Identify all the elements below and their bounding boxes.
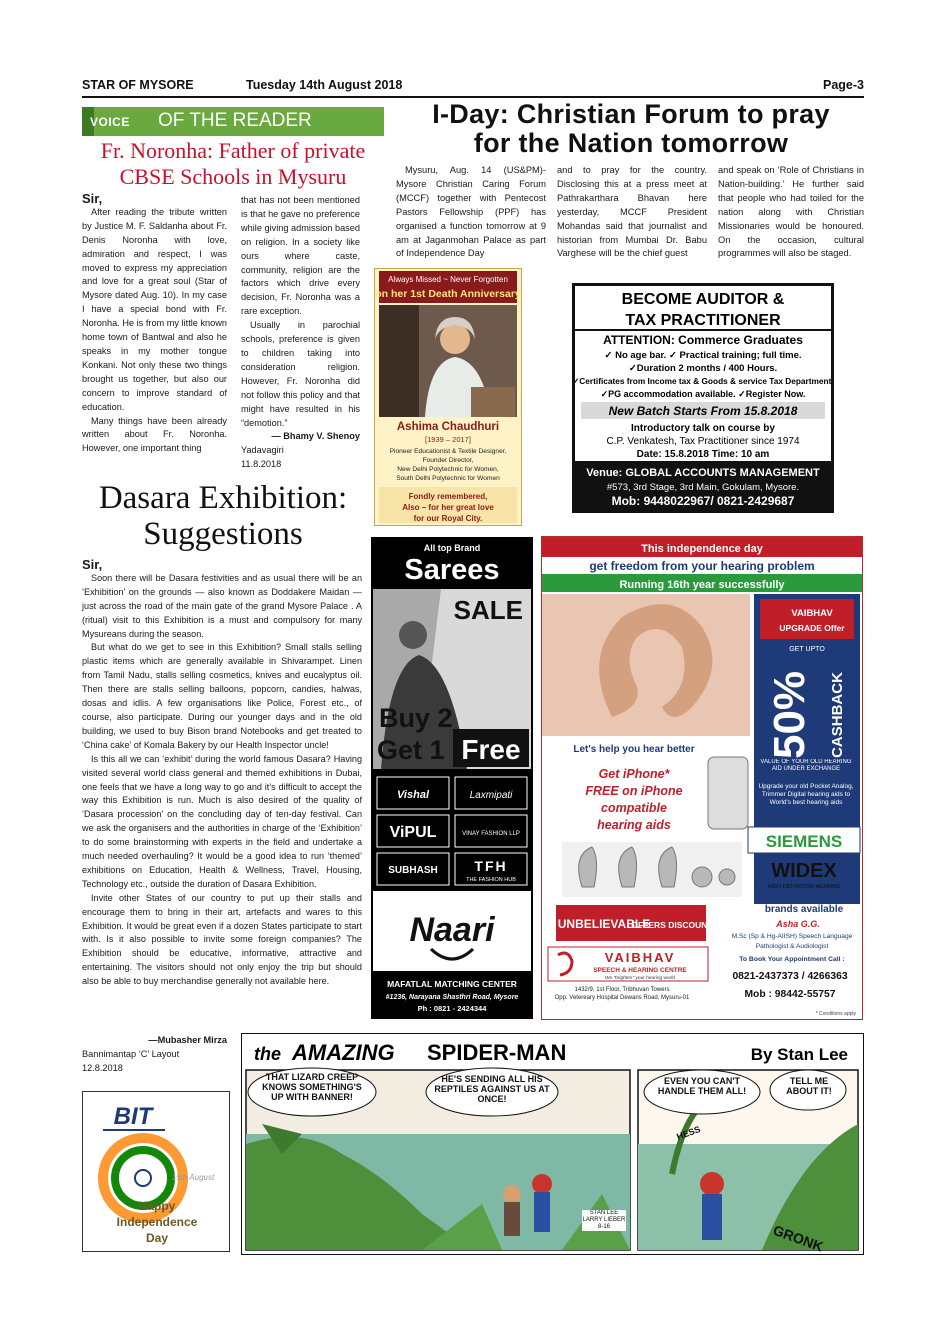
memorial-foot: Also – for her great love [402,503,494,512]
letter2-paragraph: But what do we get to see in this Exhibition? Small stalls selling plastic items which are generally available in Shivarampet. Linen from Tamil Nadu, stalls selling cosmetics, knives and eucalyptus oil. Then there are stalls selling balloons, popcorn, candies, halwas, dosas and idlis. A few organisations like Police, Forest etc., of course, also participate. During our younger days and in the old building, we used to buy Bison brand Notebooks and get treated to ‘China cake’ of Komala Bakery by our Health Inspector uncle! [82,642,362,750]
hearing-address: 1432/9, 1st Floor, Tribhuvan Towers [574,987,670,993]
letter2-date: 12.8.2018 [82,1062,123,1073]
sarees-get: Get 1 [377,735,445,765]
hearing-offers: OFFERS DISCOUNT [631,920,713,930]
model-face [399,621,427,649]
spiderman-figure [532,1174,552,1194]
auditor-bullet: ✓Duration 2 months / 400 Hours. [628,363,778,374]
letter2-place: Bannimantap ‘C’ Layout [82,1048,180,1059]
paper-name: STAR OF MYSORE [82,78,194,92]
bit-independence: Independence [116,1215,198,1229]
letter1-paragraph: After reading the tribute written by Justice M. F. Saldanha about Fr. Denis Noronha with love, admiration and respect, I was moved to express my appreciation and love for a great soul (Star of Mysore dated Aug. 10). In my case I have a special bond with Fr. Noronha. He is from my little known home town of Bantwal and also he speaks in my mother tongue Konkani. Not only these two things brought us together, but also our concern to improve standard of education. [82,206,228,412]
auditor-batch: New Batch Starts From 15.8.2018 [608,404,798,418]
auditor-bullet: ✓ No age bar. ✓ Practical training; full time. [604,350,802,361]
memorial-desc: Pioneer Educationist & Textile Designer, [389,448,507,455]
hearing-iphone4: hearing aids [597,818,671,832]
memorial-desc: South Delhi Polytechnic for Women [396,475,500,482]
sarees-ad-art [371,537,533,1019]
sarees-sale: SALE [453,595,523,625]
bit-independence-ad [82,1091,230,1252]
letter2-headline [82,480,364,552]
hearing-iphone1: Get iPhone* [598,767,670,781]
comic-balloon3-text: EVEN YOU CAN'T HANDLE THEM ALL! [657,1076,747,1096]
hearing-all-major: All major [782,892,826,903]
sarees-buy: Buy 2 [379,703,453,733]
iday-headline-line2: for the Nation tomorrow [473,128,789,158]
auditor-attention: ATTENTION: Commerce Graduates [603,333,803,347]
hearing-iphone3: compatible [601,801,667,815]
masthead [82,78,864,96]
letter2-salutation: Sir, [82,557,103,572]
letter2-headline-line2: Suggestions [143,516,303,552]
memorial-desc: Founder Director, [422,457,474,464]
letter1-column2 [241,194,360,472]
spiderman-figure-2 [700,1172,724,1196]
bit-logo: BIT [113,1103,153,1130]
memorial-ad-art [375,269,521,525]
sarees-top: All top Brand [423,543,481,553]
hearing-centre: SPEECH & HEARING CENTRE [593,967,687,974]
auditor-line1: BECOME AUDITOR & [621,291,785,308]
hearing-doctor: Asha G.G. [776,919,820,929]
auditor-mobile: Mob: 9448022967/ 0821-2429687 [611,494,795,508]
sarees-free: Free [461,734,521,765]
hearing-sub: get freedom from your hearing problem [589,559,815,573]
hearing-upgrade-text: Upgrade your old Pocket Analog, Trimmer Digital hearing aids to World's best hearing aids [758,783,854,806]
brand-vipul: ViPUL [389,824,437,841]
bit-ad-art [83,1092,228,1250]
memorial-ad [374,268,522,526]
auditor-ad-art [575,286,831,510]
portrait-face [440,324,470,354]
auditor-ad [572,283,834,513]
bit-fifteen: 15th August [171,1173,215,1182]
comic-strip [241,1033,864,1255]
sarees-title: Sarees [404,554,500,586]
sarees-phone: Ph : 0821 - 2424344 [417,1004,487,1013]
letter1-place: Yadavagiri [241,445,284,456]
letter2-signature: —Mubasher Mirza [148,1035,227,1045]
letter1-headline-line1: Fr. Noronha: Father of private [100,138,366,163]
auditor-date: Date: 15.8.2018 Time: 10 am [636,449,770,460]
auditor-address: #573, 3rd Stage, 3rd Main, Gokulam, Mysore. [606,482,800,493]
memorial-foot: Fondly remembered, [408,492,488,501]
auditor-line2: TAX PRACTITIONER [625,312,781,329]
hearing-running: Running 16th year successfully [619,579,785,591]
hearing-unbelievable: UNBELIEVABLE [557,917,651,931]
iday-column3 [718,164,864,261]
memorial-desc: New Delhi Polytechnic for Women, [397,466,499,473]
hearing-vaibhav-logo: VAIBHAV [604,950,676,965]
auditor-intro: Introductory talk on course by [631,423,775,434]
comic-title-the: the [254,1044,281,1064]
hearing-cashback: CASHBACK [829,672,846,758]
hearing-value: VALUE OF YOUR OLD HEARING AID UNDER EXCHANGE [760,759,852,772]
iday-paragraph: and to pray for the country. Disclosing this at a press meet at Pathrakarthara Bhavan here yesterday, MCCF President Mohandas said that journalist and historian from Mumbai Dr. Babu Varghese will be the chief guest [557,165,707,259]
memorial-foot: for our Royal City. [413,514,483,523]
letter1-headline-line2: CBSE Schools in Mysuru [119,164,347,189]
comic-balloon4-text: TELL ME ABOUT IT! [786,1076,832,1096]
comic-title-amazing: AMAZING [292,1040,395,1065]
letter2-body [82,558,362,989]
hearing-tagline: We "brighten" your hearing world [605,976,675,981]
letter1-paragraph: that has not been mentioned is that he gave no preference while giving admission based on religion. In a society like ours where caste, community, religion are the factors which drive every decision, Fr. Noronha was a rare exception. [241,195,361,317]
iday-column2 [557,164,707,261]
letter2-headline-line1: Dasara Exhibition: [98,480,348,516]
hearing-widex-sub: HIGH DEFINITION HEARING [767,884,841,890]
page-number: Page-3 [823,78,864,92]
letter1-signature: — Bhamy V. Shenoy [271,431,360,442]
voice-tag: VOICE [90,115,130,129]
hearing-brands: brands available [764,904,844,915]
iphone-icon [708,757,748,829]
hearing-address2: Opp. Vetereary Hospital Dewans Road, Mysuru-01 [554,995,690,1001]
brand-tfh-sub: THE FASHION HUB [466,877,516,883]
hearing-mob: Mob : 98442-55757 [744,989,836,1000]
memorial-anniversary: on her 1st Death Anniversary [375,288,521,300]
letter1-paragraph: Many things have been already written about Fr. Noronha. However, one important thing [82,415,227,454]
hearing-vaibhav-badge: VAIBHAV [791,608,833,619]
hearing-ad [541,536,863,1020]
brand-vinay: VINAY FASHION LLP [462,831,520,837]
letter2-paragraph: Is this all we can ‘exhibit’ during the world famous Dasara? Having visited several world class general and themed exhibitions in Dubai, one feels that we have a long way to go and it’s difficult to accept the way this Exhibition is run. Much is also desired of the quality of ‘Dasara procession’ on the concluding day of ten-day festival. Can we ask the organisers and the authorities in charge of the ‘Exhibition’ to do some brainstorming with experts in the field and undertake a much needed overhauling? It would be a good idea to run ‘themed’ exhibitions on Education, Health & Wellness, Travel, Housing, Technology etc., outside the duration of Dasara Exhibition. [82,753,362,889]
auditor-by: C.P. Venkatesh, Tax Practitioner since 1974 [606,436,800,447]
letter2-paragraph: Soon there will be Dasara festivities and as usual there will be an ‘Exhibition’ on the grounds — also known as Doddakere Maidan — just across the road of the main gate of the grand Mysore Palace . A (ritual) visit to this Exhibition is a must and compulsory for many Mysureans during the season. [82,572,362,639]
hearing-qual: M.Sc (Sp & Hg-AIISH) Speech Language [731,933,853,940]
issue-date: Tuesday 14th August 2018 [246,78,403,92]
hearing-widex: WIDEX [771,860,837,882]
sarees-address: #1236, Narayana Shasthri Road, Mysore [385,994,519,1001]
memorial-name: Ashima Chaudhuri [396,421,500,433]
voice-of-reader-banner [82,107,384,136]
voice-title: OF THE READER [158,110,312,131]
hearing-book: To Book Your Appointment Call : [739,956,845,963]
hearing-role: Pathologist & Audiologist [755,943,829,950]
memorial-years: [1939 – 2017] [425,435,471,444]
iday-headline [396,100,866,158]
comic-byline: By Stan Lee [750,1045,848,1064]
masthead-rule [82,96,864,98]
hearing-top: This independence day [641,543,763,555]
hearing-get-upto: GET UPTO [789,646,825,653]
letter1-column1 [82,192,227,456]
comic-title-spiderman: SPIDER-MAN [427,1040,567,1065]
comic-balloon2-text: HE'S SENDING ALL HIS REPTILES AGAINST US AT ONCE! [434,1074,550,1104]
brand-vishal: Vishal [397,789,429,801]
iday-headline-line1: I-Day: Christian Forum to pray [432,99,830,129]
letter1-paragraph: Usually in parochial schools, preference is given to children taking into consideration religion. However, Fr. Noronha did not follow this policy and that might have resulted in his “demotion.” [241,320,360,428]
comic-balloon1-text: THAT LIZARD CREEP KNOWS SOMETHING'S UP WITH BANNER! [262,1072,362,1102]
hearing-iphone2: FREE on iPhone [585,784,683,798]
letter1-headline [82,138,384,190]
comic-sfx-gronk: GRONK [770,1221,826,1253]
auditor-bullet: ✓PG accommodation available. ✓Register Now. [600,389,806,399]
sarees-ad [371,537,533,1019]
hearing-siemens: SIEMENS [765,832,843,851]
naari-logo: Naari [409,911,495,949]
hearing-phone: 0821-2437373 / 4266363 [732,971,848,982]
letter2-signoff [82,1034,227,1076]
hearing-conditions: * Conditions apply [815,1011,856,1017]
memorial-top: Always Missed ~ Never Forgotten [388,275,508,284]
hearing-percent: 50% [765,670,814,760]
iday-paragraph: Mysuru, Aug. 14 (US&PM)- Mysore Christian Caring Forum (MCCF) together with Pentecost Pastors Fellowship (PPF) has organised a function tomorrow at 9 am at Jaganmohan Palace as part of Independence Day [396,165,546,259]
comic-art [242,1034,862,1253]
letter2-paragraph: Invite other States of our country to put up their stalls and encourage them to bring in their art, artefacts and wares to this Exhibition. It would be great even if a dozen States participate to start with. Is it also possible to invite some foreign companies? The Exhibition should be educative, informative, attractive and entertaining. The visitors should not only enjoy the trip but should also be able to buy merchandise generally not available here. [82,892,362,987]
iday-column1 [396,164,546,261]
comic-sfx-hess: HESS [675,1124,702,1142]
sarees-store: MAFATLAL MATCHING CENTER [387,979,517,989]
brand-subhash: SUBHASH [388,865,438,876]
bit-day: Day [145,1231,169,1245]
comic-credit: STAN LEE LARRY LIEBER 8-16 [582,1210,626,1230]
auditor-bullet: ✓Certificates from Income tax & Goods & service Tax Department. [575,376,831,386]
bit-happy: Happy [138,1199,176,1213]
letter1-date: 11.8.2018 [241,459,282,470]
hearing-ad-art [542,537,862,1019]
hearing-help: Let's help you hear better [573,744,695,755]
auditor-venue: Venue: GLOBAL ACCOUNTS MANAGEMENT [586,467,820,479]
letter1-salutation: Sir, [82,191,103,206]
brand-tfh: TFH [474,858,508,874]
brand-laxmipati: Laxmipati [469,790,513,801]
hearing-upgrade: UPGRADE Offer [779,623,845,633]
iday-paragraph: and speak on ‘Role of Christians in Nation-building.’ He further said that people who had toiled for the nation along with Christian Missionaries would be honoured. On the occasion, cultural programmes will also be staged. [718,165,864,259]
